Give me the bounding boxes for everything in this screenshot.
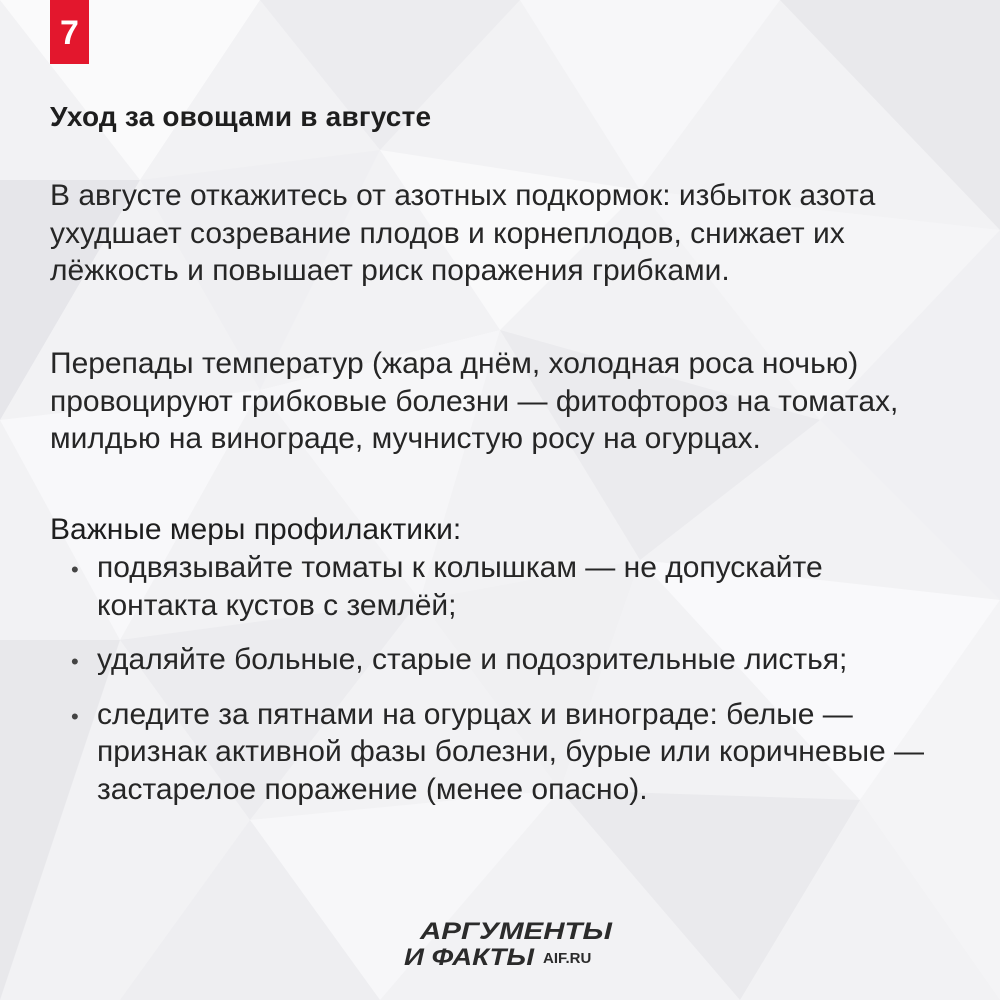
logo-line-2: И ФАКТЫ (404, 944, 536, 970)
list-item (50, 641, 950, 679)
logo-site: AIF.RU (543, 950, 592, 967)
bullet-icon: • (71, 557, 79, 582)
bullet-icon: • (71, 703, 79, 729)
slide-number-badge: 7 (50, 0, 89, 64)
prevention-list (50, 549, 950, 808)
paragraph-nitrogen: В августе откажитесь от азотных подкормок: избыток азота ухудшает созревание плодов и корнеплодов, снижает их лёжкость и повышает риск поражения грибками. (50, 179, 876, 287)
list-item (50, 549, 950, 624)
article-title: Уход за овощами в августе (50, 101, 432, 132)
paragraph-temperature: Перепады температур (жара днём, холодная роса ночью) провоцируют грибковые болезни — фитофтороз на томатах, милдью на винограде, мучнистую росу на огурцах. (50, 347, 899, 455)
list-item-text: удаляйте больные, старые и подозрительные листья; (97, 643, 848, 676)
logo-line-1: АРГУМЕНТЫ (418, 918, 614, 945)
list-item (50, 696, 950, 809)
prevention-heading: Важные меры профилактики: (50, 513, 462, 546)
list-item-text: подвязывайте томаты к колышкам — не допускайте контакта кустов с землёй; (97, 551, 823, 622)
list-item-text: следите за пятнами на огурцах и винограде: белые — признак активной фазы болезни, бурые или коричневые — застарелое поражение (менее опасно). (97, 697, 925, 806)
aif-logo (400, 915, 620, 970)
bullet-icon: • (71, 649, 79, 674)
